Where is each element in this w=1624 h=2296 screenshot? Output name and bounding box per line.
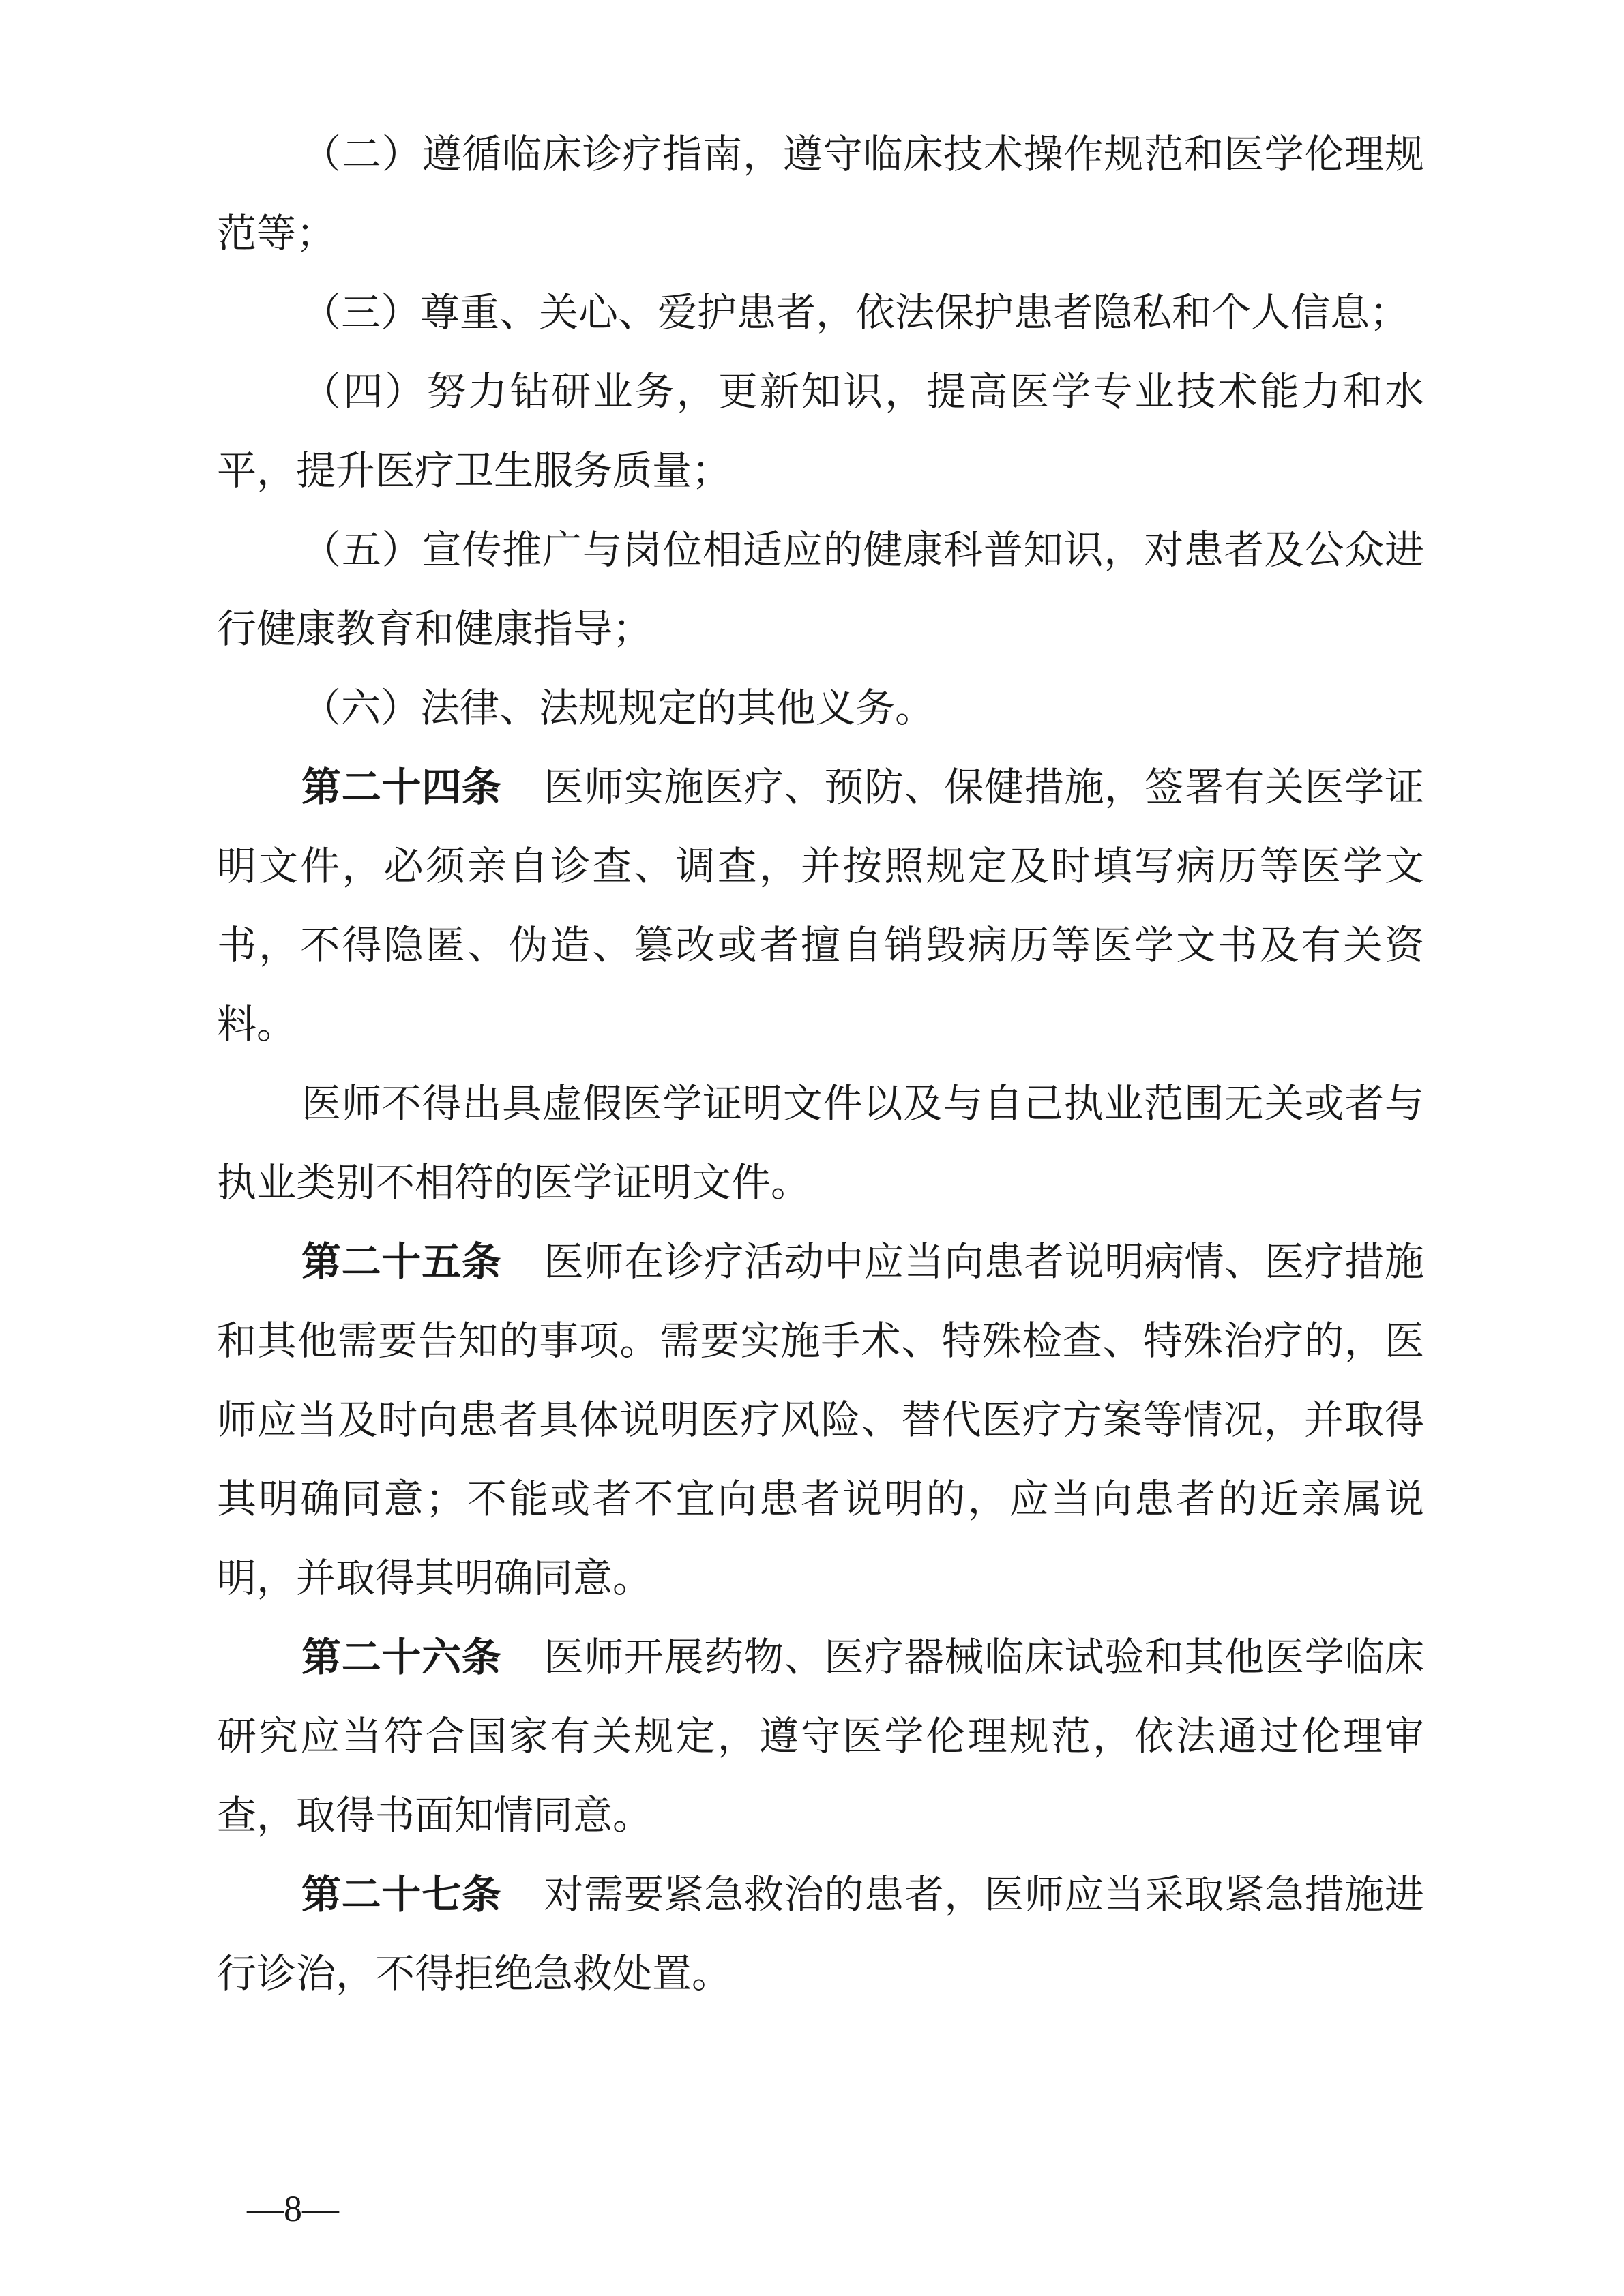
article-number: 第二十四条	[301, 764, 502, 810]
paragraph: （六）法律、法规规定的其他义务。	[301, 685, 935, 731]
article-paragraph: 第二十五条 医师在诊疗活动中应当向患者说明病情、医疗措施和其他需要告知的事项。需要实施手术、特殊检查、特殊治疗的，医师应当及时向患者具体说明医疗风险、替代医疗方案等情况，并取得其明确同意；不能或者不宜向患者说明的，应当向患者的近亲属说明，并取得其明确同意。	[217, 1238, 1424, 1601]
page-number: —8—	[247, 2188, 339, 2229]
paragraph: （五）宣传推广与岗位相适应的健康科普知识，对患者及公众进行健康教育和健康指导；	[217, 526, 1424, 652]
article-paragraph: 第二十七条 对需要紧急救治的患者，医师应当采取紧急措施进行诊治，不得拒绝急救处置。	[217, 1871, 1424, 1997]
article-number: 第二十五条	[301, 1238, 502, 1285]
article-number: 第二十六条	[301, 1634, 502, 1680]
article-number: 第二十七条	[301, 1871, 502, 1918]
paragraph: 医师不得出具虚假医学证明文件以及与自己执业范围无关或者与执业类别不相符的医学证明文件。	[217, 1080, 1424, 1206]
paragraph: （二）遵循临床诊疗指南，遵守临床技术操作规范和医学伦理规范等；	[217, 131, 1424, 256]
article-paragraph: 第二十六条 医师开展药物、医疗器械临床试验和其他医学临床研究应当符合国家有关规定，遵守医学伦理规范，依法通过伦理审查，取得书面知情同意。	[217, 1634, 1424, 1838]
paragraph: （四）努力钻研业务，更新知识，提高医学专业技术能力和水平，提升医疗卫生服务质量；	[217, 368, 1424, 494]
paragraph: （三）尊重、关心、爱护患者，依法保护患者隐私和个人信息；	[301, 289, 1410, 336]
article-paragraph: 第二十四条 医师实施医疗、预防、保健措施，签署有关医学证明文件，必须亲自诊查、调查，并按照规定及时填写病历等医学文书，不得隐匿、伪造、篡改或者擅自销毁病历等医学文书及有关资料。	[217, 764, 1424, 1047]
document-body	[217, 115, 1424, 2013]
